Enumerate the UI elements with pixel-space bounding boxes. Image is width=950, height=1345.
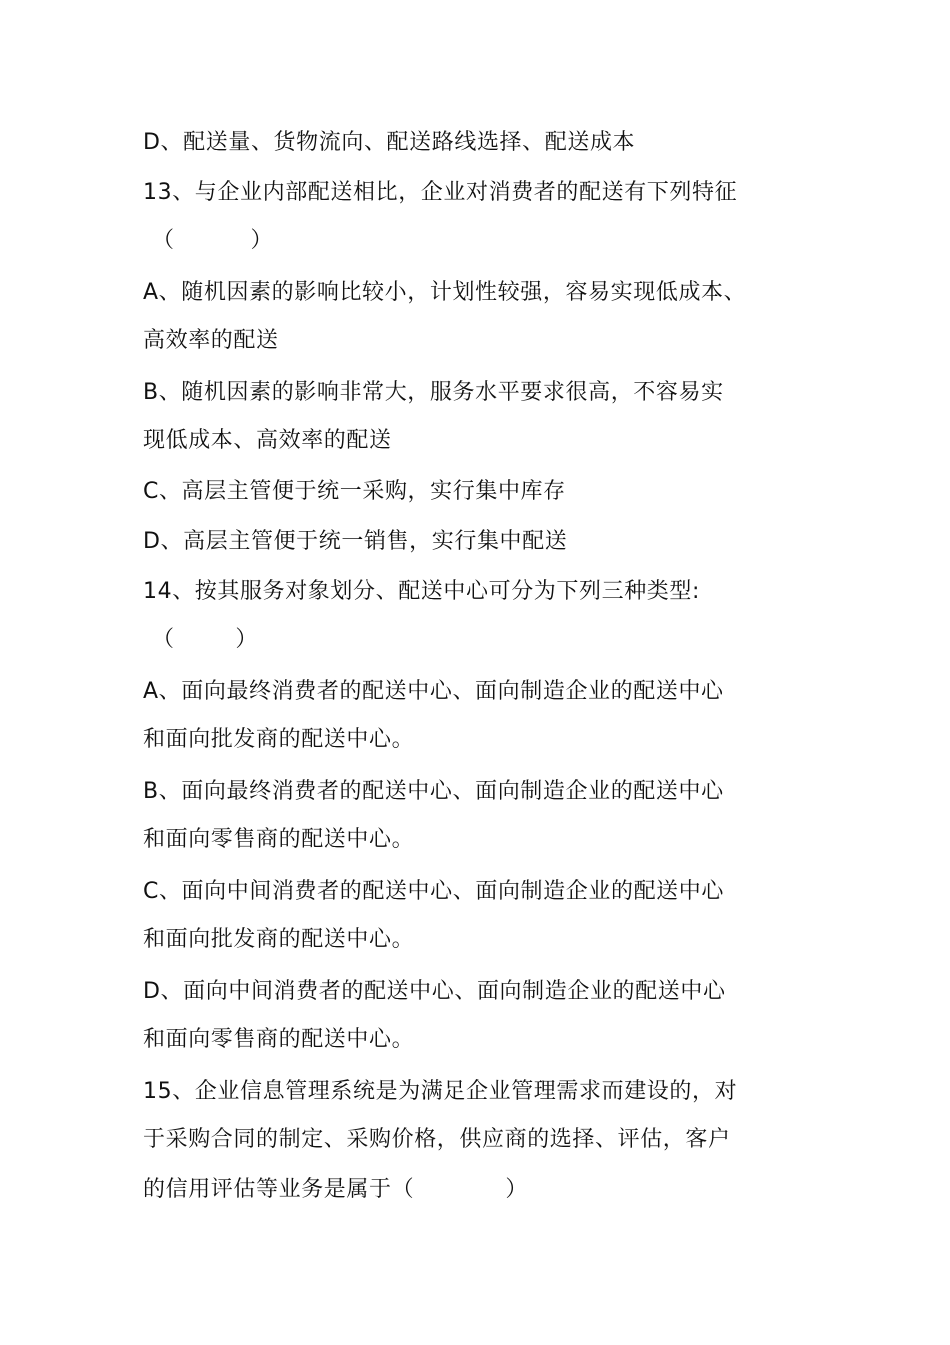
q14-stem-line-1: 14、按其服务对象划分、配送中心可分为下列三种类型: [143, 579, 701, 604]
q14-answer-blank: （ ） [152, 627, 258, 652]
q14-option-a-line-1: A、面向最终消费者的配送中心、面向制造企业的配送中心 [143, 679, 724, 704]
q14-option-b-line-1: B、面向最终消费者的配送中心、面向制造企业的配送中心 [143, 779, 724, 804]
q14-option-d-line-1: D、面向中间消费者的配送中心、面向制造企业的配送中心 [143, 979, 726, 1004]
q14-option-d-line-2: 和面向零售商的配送中心。 [143, 1027, 415, 1052]
q14-option-a-line-2: 和面向批发商的配送中心。 [143, 727, 415, 752]
q14-option-c-line-2: 和面向批发商的配送中心。 [143, 927, 415, 952]
q14-option-b-line-2: 和面向零售商的配送中心。 [143, 827, 415, 852]
q12-option-d: D、配送量、货物流向、配送路线选择、配送成本 [143, 130, 636, 155]
q13-option-b-line-1: B、随机因素的影响非常大，服务水平要求很高，不容易实 [143, 380, 724, 405]
q13-option-a-line-1: A、随机因素的影响比较小，计划性较强，容易实现低成本、 [143, 280, 747, 305]
q15-stem-line-3: 的信用评估等业务是属于（ ） [143, 1177, 528, 1202]
q13-stem-line-1: 13、与企业内部配送相比，企业对消费者的配送有下列特征 [143, 180, 738, 205]
q13-option-b-line-2: 现低成本、高效率的配送 [143, 428, 392, 453]
q13-option-d: D、高层主管便于统一销售，实行集中配送 [143, 529, 568, 554]
q14-option-c-line-1: C、面向中间消费者的配送中心、面向制造企业的配送中心 [143, 879, 724, 904]
q13-option-a-line-2: 高效率的配送 [143, 328, 279, 353]
q15-stem-line-2: 于采购合同的制定、采购价格，供应商的选择、评估，客户 [143, 1127, 731, 1152]
q13-option-c: C、高层主管便于统一采购，实行集中库存 [143, 479, 566, 504]
q13-answer-blank: （ ） [152, 228, 274, 253]
q15-stem-line-1: 15、企业信息管理系统是为满足企业管理需求而建设的，对 [143, 1079, 738, 1104]
